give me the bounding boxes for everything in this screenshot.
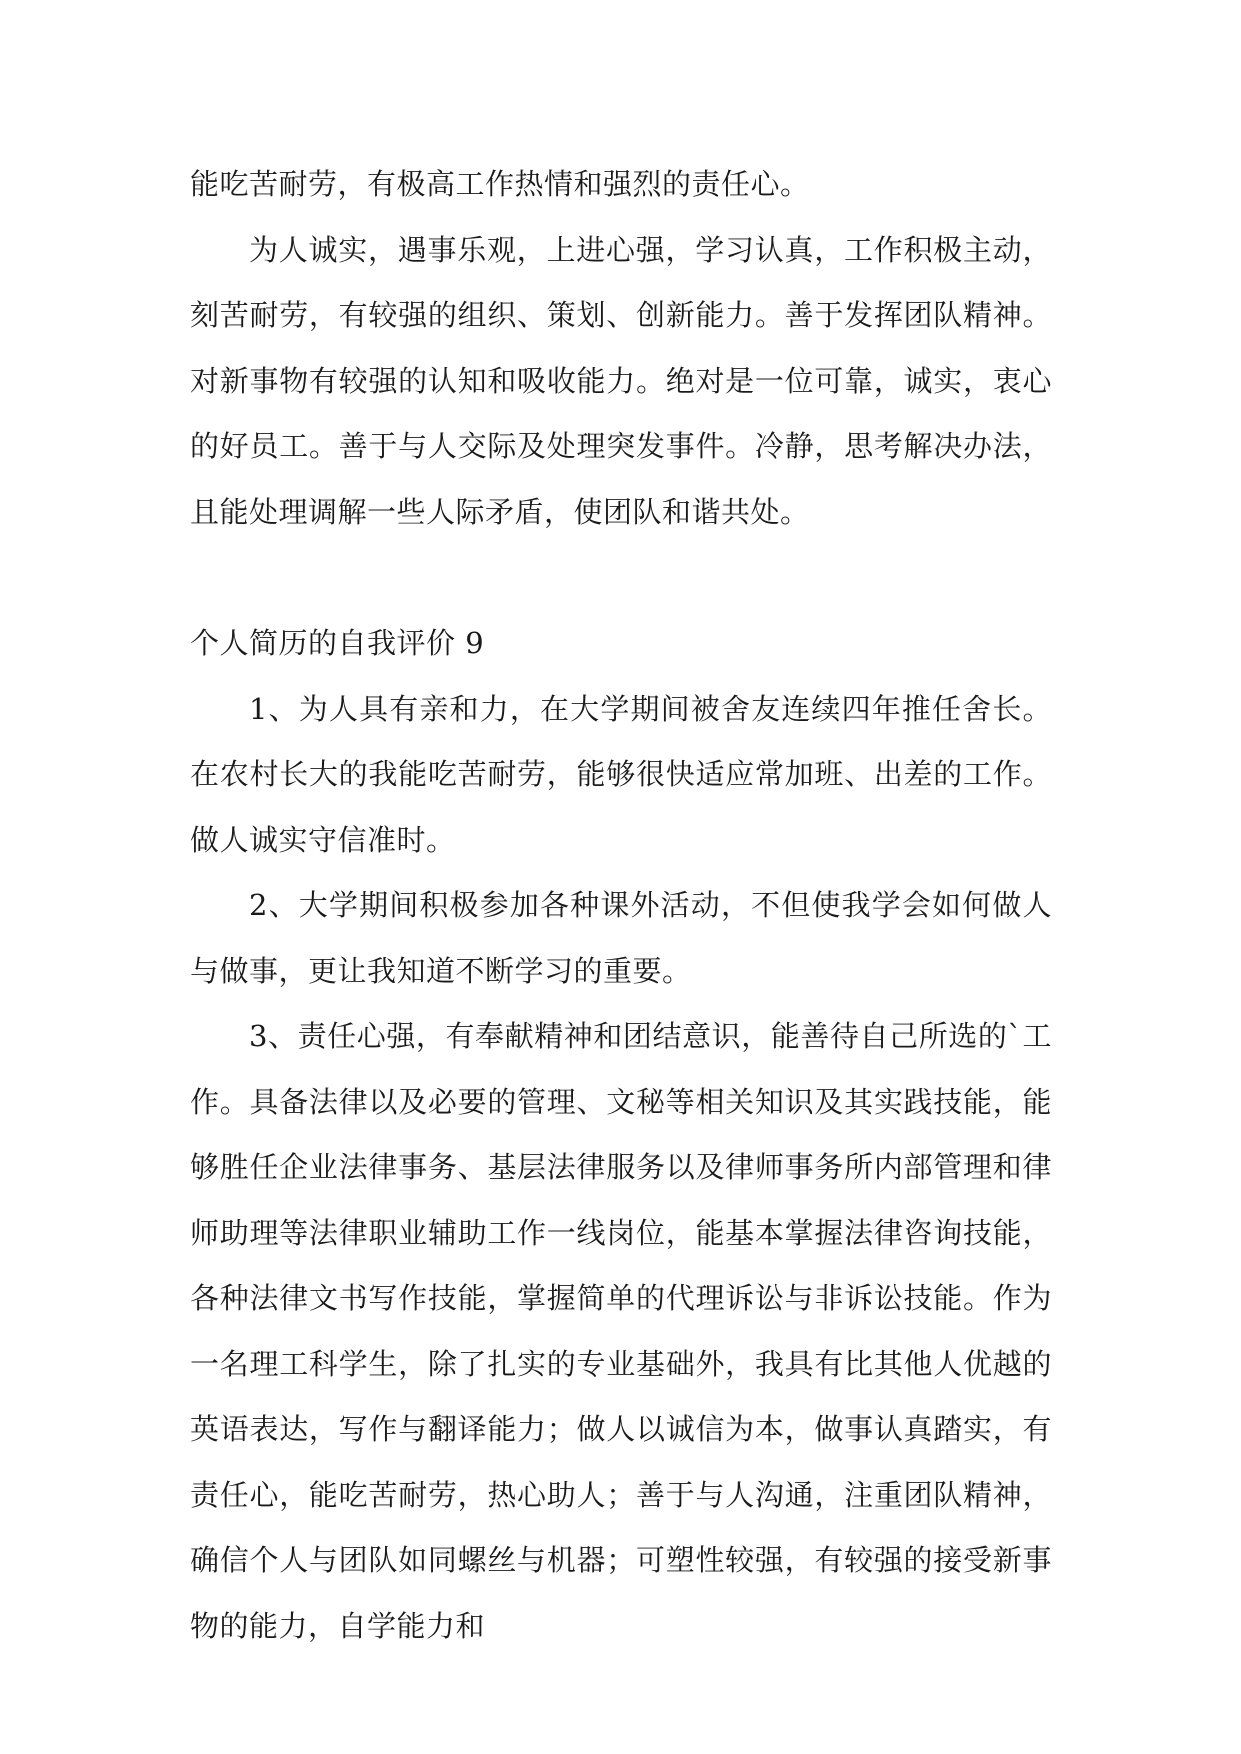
section-heading: 个人简历的自我评价 9 [190,626,485,660]
paragraph-self-evaluation-8: 为人诚实，遇事乐观，上进心强，学习认真，工作积极主动，刻苦耐劳，有较强的组织、策划、创新能力。善于发挥团队精神。对新事物有较强的认知和吸收能力。绝对是一位可靠，诚实，衷心的好员工。善于与人交际及处理突发事件。冷静，思考解决办法，且能处理调解一些人际矛盾，使团队和谐共处。 [190,232,1052,529]
paragraph-item-3: 3、责任心强，有奉献精神和团结意识，能善待自己所选的`工作。具备法律以及必要的管理、文秘等相关知识及其实践技能，能够胜任企业法律事务、基层法律服务以及律师事务所内部管理和律师助理等法律职业辅助工作一线岗位，能基本掌握法律咨询技能，各种法律文书写作技能，掌握简单的代理诉讼与非诉讼技能。作为一名理工科学生，除了扎实的专业基础外，我具有比其他人优越的英语表达，写作与翻译能力；做人以诚信为本，做事认真踏实，有责任心，能吃苦耐劳，热心助人；善于与人沟通，注重团队精神，确信个人与团队如同螺丝与机器；可塑性较强，有较强的接受新事物的能力，自学能力和 [190,1019,1052,1643]
document-body [190,152,1052,1659]
paragraph-item-2: 2、大学期间积极参加各种课外活动，不但使我学会如何做人与做事，更让我知道不断学习的重要。 [190,888,1052,988]
paragraph-item-1: 1、为人具有亲和力，在大学期间被舍友连续四年推任舍长。在农村长大的我能吃苦耐劳，能够很快适应常加班、出差的工作。做人诚实守信准时。 [190,691,1052,857]
paragraph-continuation: 能吃苦耐劳，有极高工作热情和强烈的责任心。 [190,167,810,201]
